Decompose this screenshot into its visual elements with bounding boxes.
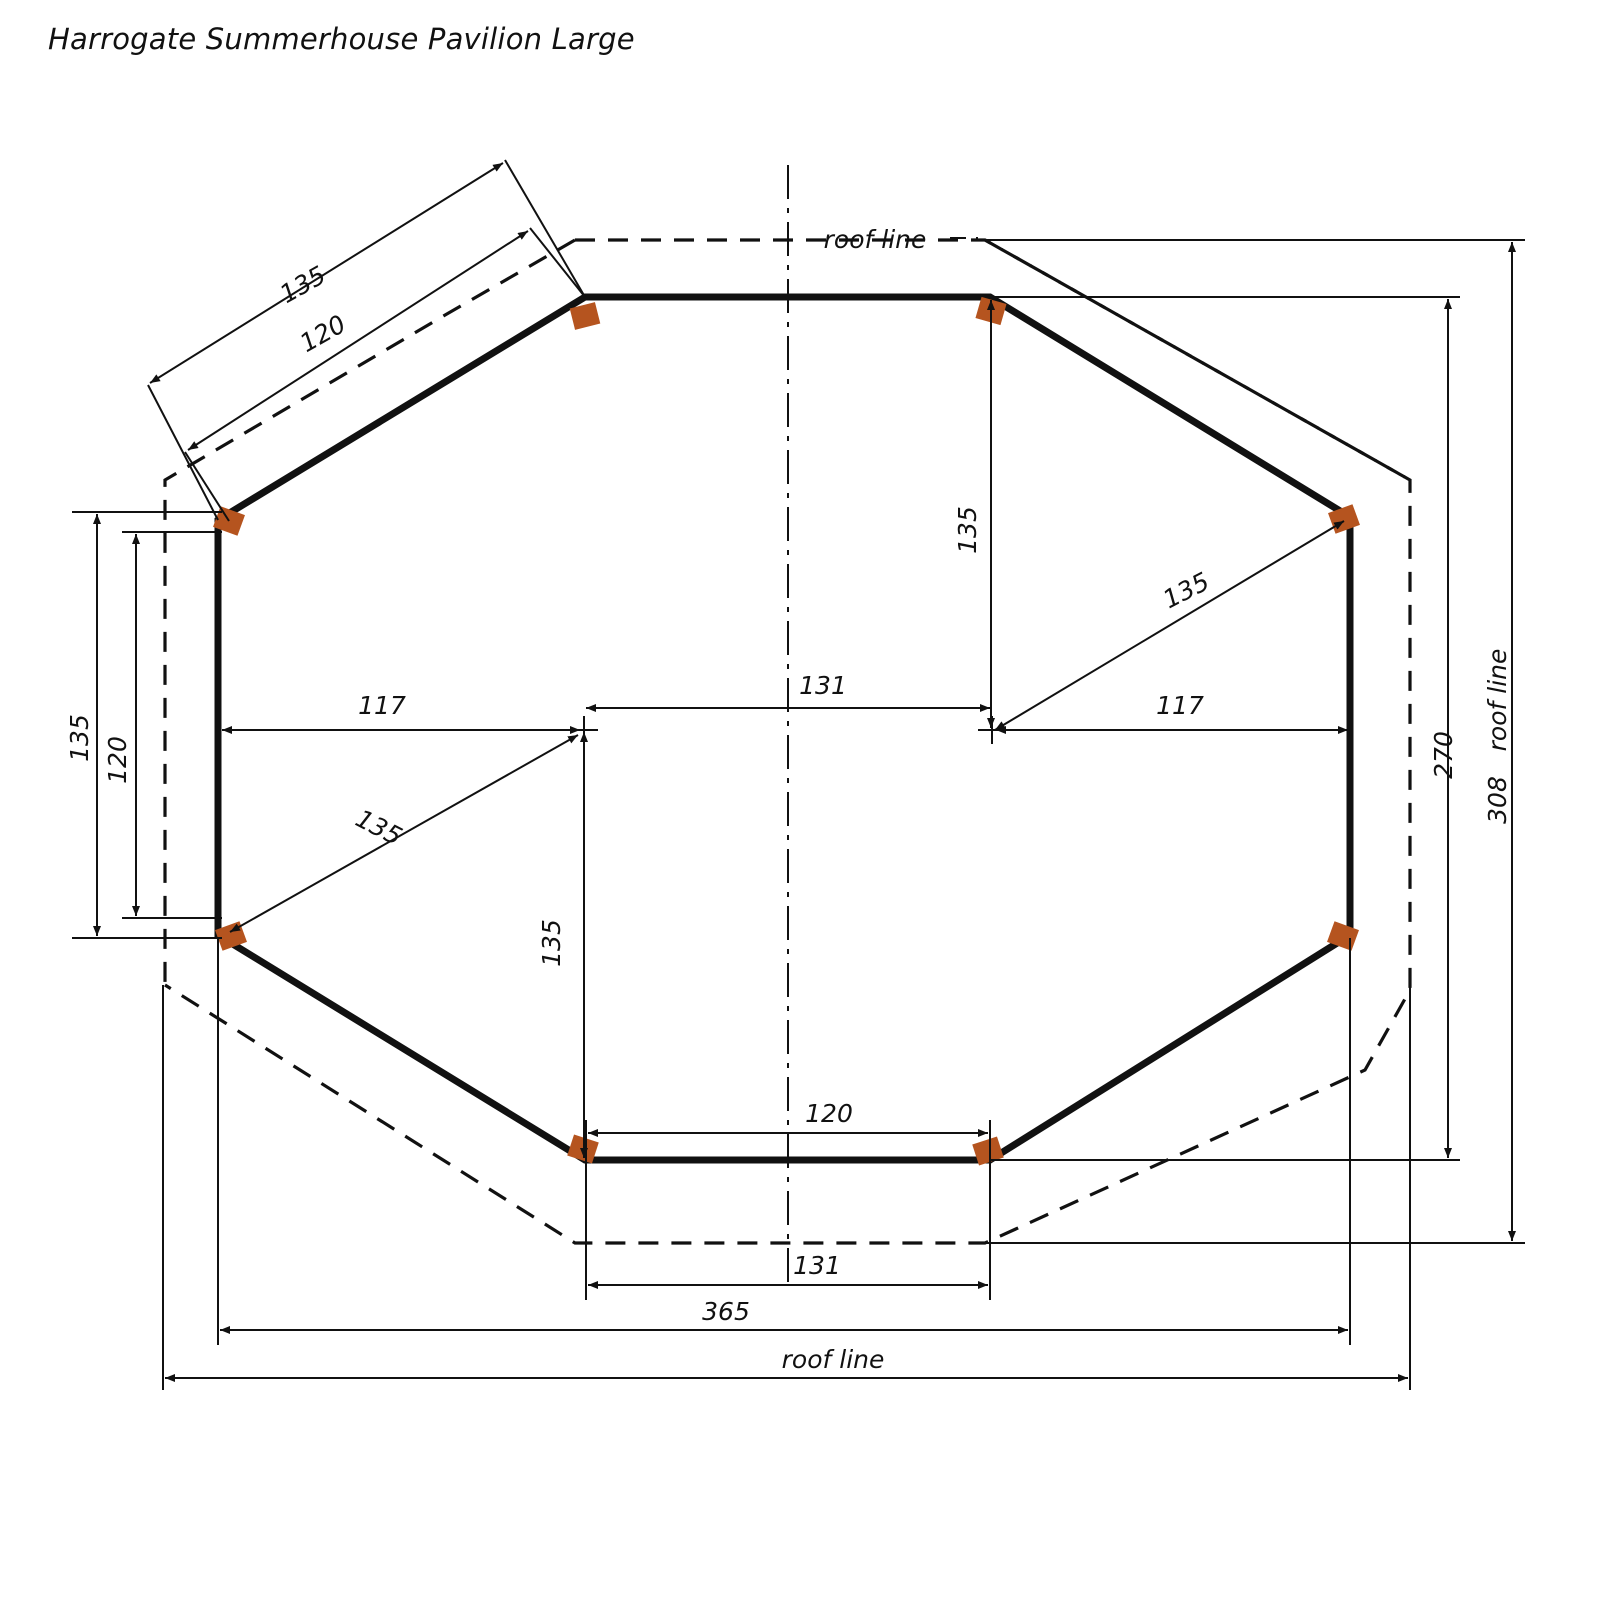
dim-right-135 [978, 300, 1344, 744]
pavilion-outline [218, 297, 1350, 1160]
roof-line-label-right: roof line [1483, 648, 1512, 752]
dim-label: 308 [1483, 776, 1512, 824]
dim-left-verticals [72, 512, 222, 938]
dim-label: 120 [103, 736, 132, 784]
dim-365 [218, 938, 1350, 1345]
dim-left-117-135 [222, 716, 598, 932]
dim-label: 135 [953, 506, 982, 554]
roof-line-label-top: roof line [823, 225, 927, 254]
dim-270 [990, 297, 1460, 1160]
dim-label: 120 [294, 309, 351, 358]
dim-label: 131 [793, 1251, 841, 1280]
page-title: Harrogate Summerhouse Pavilion Large [48, 22, 635, 56]
dim-label: 120 [805, 1099, 853, 1128]
dim-label: 365 [702, 1297, 750, 1326]
dim-label: 135 [1158, 566, 1214, 615]
dim-label: 131 [799, 671, 847, 700]
dim-label: 270 [1429, 731, 1458, 779]
dim-label: 135 [274, 260, 331, 309]
roof-line-label-bottom: roof line [781, 1345, 885, 1374]
roof-line-labels [782, 225, 1512, 1374]
dim-label: 117 [1156, 691, 1204, 720]
dim-label: 135 [537, 919, 566, 967]
dim-label: 117 [358, 691, 406, 720]
dim-label: 135 [351, 803, 407, 852]
dim-label: 135 [65, 714, 94, 762]
